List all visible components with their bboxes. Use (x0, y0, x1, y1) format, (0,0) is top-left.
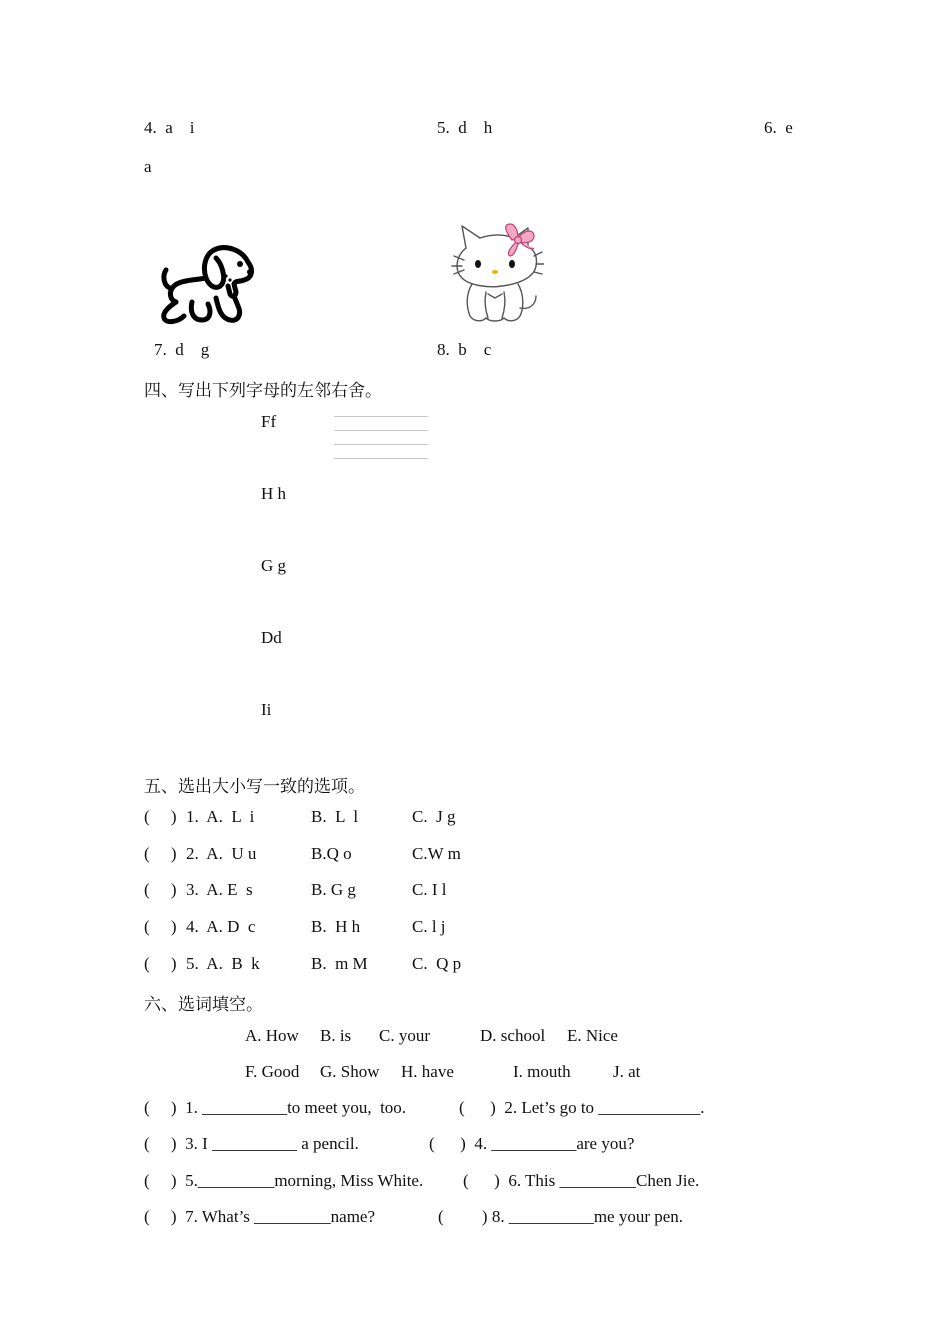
dog-icon (156, 240, 258, 326)
fill-line-2[interactable]: ( ) 2. Let’s go to ____________. (459, 1098, 705, 1117)
s5-row3-question: 3. A. E s (186, 880, 253, 899)
fill-line-3[interactable]: ( ) 3. I __________ a pencil. (144, 1134, 359, 1153)
option-j: J. at (613, 1062, 641, 1081)
s5-row5-option-c: C. Q p (412, 954, 462, 973)
section-5-title: 五、选出大小写一致的选项。 (144, 777, 365, 796)
s5-row2-option-b: B.Q o (311, 844, 352, 863)
option-d: D. school (480, 1026, 546, 1045)
option-b: B. is (320, 1026, 352, 1045)
item-6: 6. e (764, 118, 793, 137)
s5-row1-option-b: B. L l (311, 807, 359, 826)
s5-row3-option-c: C. I l (412, 880, 447, 899)
fill-line-6[interactable]: ( ) 6. This _________Chen Jie. (463, 1171, 700, 1190)
option-g: G. Show (320, 1062, 380, 1081)
section-4-title: 四、写出下列字母的左邻右舍。 (144, 381, 382, 400)
writing-lines (334, 416, 428, 472)
item-6-continuation: a (144, 157, 152, 176)
option-c: C. your (379, 1026, 430, 1045)
option-f: F. Good (245, 1062, 300, 1081)
s5-row1-option-c: C. J g (412, 807, 456, 826)
item-5: 5. d h (437, 118, 493, 137)
option-e: E. Nice (567, 1026, 618, 1045)
item-4: 4. a i (144, 118, 195, 137)
s5-row2-question: 2. A. U u (186, 844, 257, 863)
letter-ff: Ff (261, 412, 277, 431)
s5-row4-question: 4. A. D c (186, 917, 256, 936)
letter-gg: G g (261, 556, 287, 575)
fill-line-5[interactable]: ( ) 5._________morning, Miss White. (144, 1171, 424, 1190)
s5-row1-question: 1. A. L i (186, 807, 255, 826)
kitty-icon (448, 222, 544, 328)
letter-ii: Ii (261, 700, 272, 719)
letter-hh: H h (261, 484, 287, 503)
item-8: 8. b c (437, 340, 492, 359)
option-a: A. How (245, 1026, 299, 1045)
s5-row2-bracket[interactable]: ( ) (144, 844, 177, 863)
option-h: H. have (401, 1062, 454, 1081)
s5-row1-bracket[interactable]: ( ) (144, 807, 177, 826)
s5-row4-option-b: B. H h (311, 917, 361, 936)
fill-line-8[interactable]: ( ) 8. __________me your pen. (438, 1207, 684, 1226)
s5-row5-bracket[interactable]: ( ) (144, 954, 177, 973)
option-i: I. mouth (513, 1062, 571, 1081)
s5-row4-bracket[interactable]: ( ) (144, 917, 177, 936)
s5-row3-option-b: B. G g (311, 880, 356, 899)
section-6-title: 六、选词填空。 (144, 995, 263, 1014)
s5-row5-option-b: B. m M (311, 954, 368, 973)
letter-dd: Dd (261, 628, 282, 647)
item-7: 7. d g (154, 340, 210, 359)
s5-row4-option-c: C. l j (412, 917, 446, 936)
s5-row3-bracket[interactable]: ( ) (144, 880, 177, 899)
s5-row2-option-c: C.W m (412, 844, 461, 863)
fill-line-7[interactable]: ( ) 7. What’s _________name? (144, 1207, 376, 1226)
fill-line-4[interactable]: ( ) 4. __________are you? (429, 1134, 635, 1153)
s5-row5-question: 5. A. B k (186, 954, 260, 973)
fill-line-1[interactable]: ( ) 1. __________to meet you, too. (144, 1098, 407, 1117)
